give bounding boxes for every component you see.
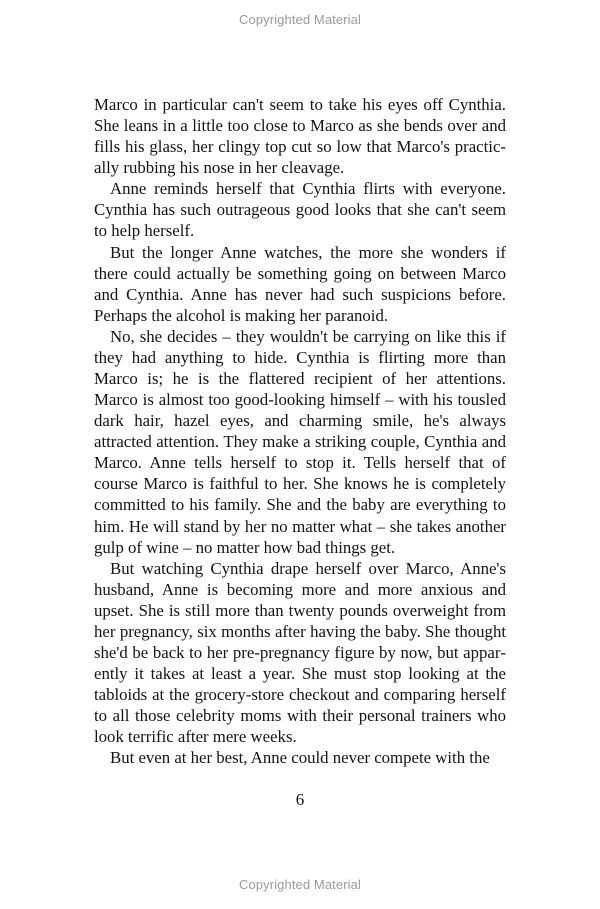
- page-body-text: [94, 94, 506, 769]
- paragraph-2: Anne reminds herself that Cynthia flirts with everyone. Cynthia has such outrageous good looks that she can't seem to help herself.: [94, 179, 506, 241]
- paragraph-4: No, she decides – they wouldn't be carrying on like this if they had anything to hide. Cynthia is flirting more than Marco is; he is the flattered recipient of her attentions. Marco is almost too good-looking himself – with his tousled dark hair, hazel eyes, and charming smile, he's always attracted attention. They make a striking couple, Cynthia and Marco. Anne tells herself to stop it. Tells herself that of course Marco is faithful to her. She knows he is completely committed to his family. She and the baby are everything to him. He will stand by her no matter what – she takes another gulp of wine – no matter how bad things get.: [94, 326, 506, 557]
- paragraph-1: Marco in particular can't seem to take his eyes off Cynthia. She leans in a little too close to Marco as she bends over and fills his glass, her clingy top cut so low that Marco's practically rubbing his nose in her cleavage.: [94, 95, 506, 178]
- paragraph-3: But the longer Anne watches, the more she wonders if there could actually be something going on between Marco and Cynthia. Anne has never had such suspicions before. Perhaps the alcohol is making her paranoid.: [94, 242, 506, 325]
- page-number: 6: [295, 790, 305, 809]
- paragraph-6: But even at her best, Anne could never compete with the: [110, 748, 490, 768]
- copyright-watermark-top: Copyrighted Material: [239, 12, 361, 27]
- copyright-watermark-bottom: Copyrighted Material: [239, 877, 361, 892]
- paragraph-5: But watching Cynthia drape herself over Marco, Anne's husband, Anne is becoming more and more anxious and upset. She is still more than twenty pounds overweight from her pregnancy, six months after having the baby. She thought she'd be back to her pre-pregnancy figure by now, but apparently it takes at least a year. She must stop looking at the tabloids at the grocery-store checkout and comparing herself to all those celebrity moms with their personal trainers who look terrific after mere weeks.: [94, 558, 506, 747]
